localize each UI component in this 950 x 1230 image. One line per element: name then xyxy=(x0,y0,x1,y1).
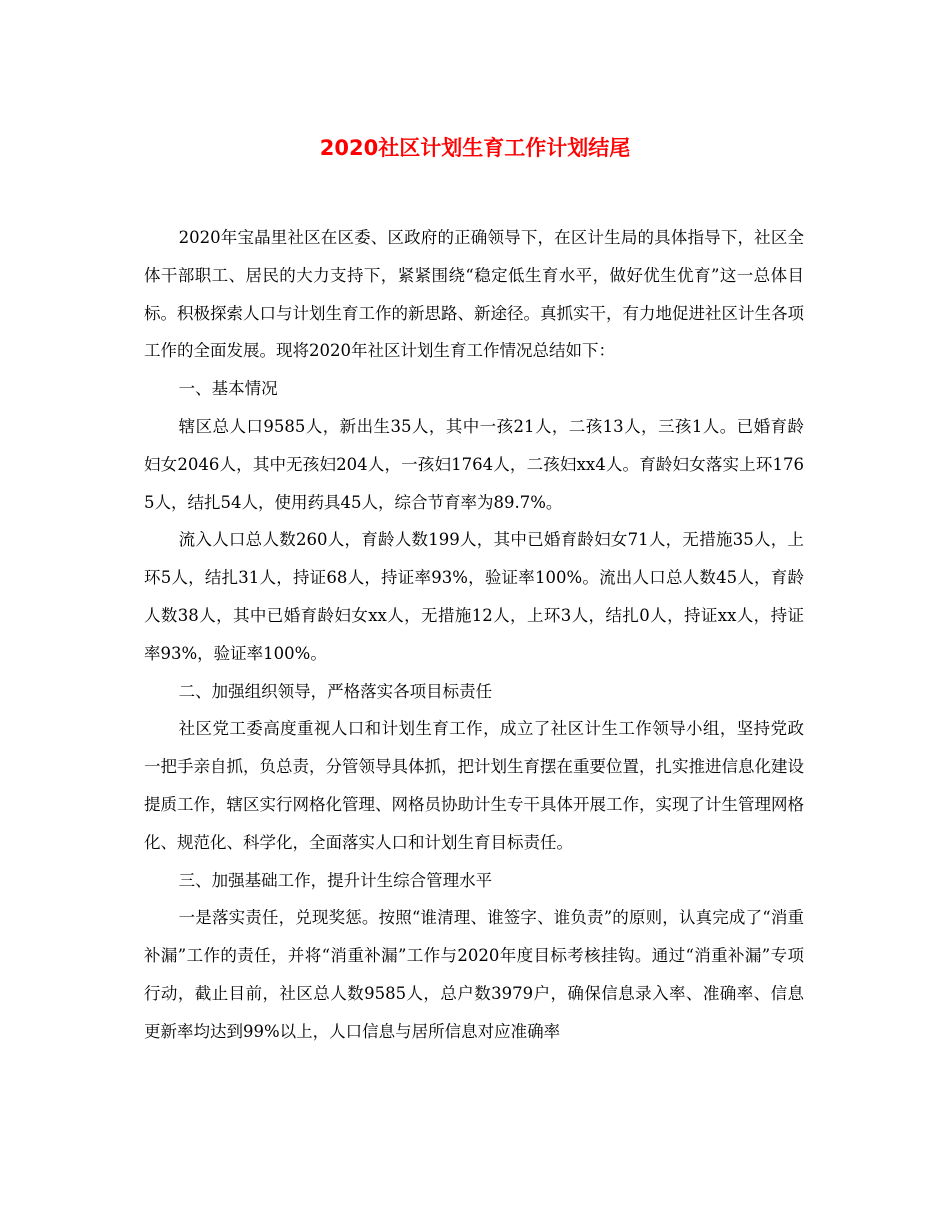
section-heading-organization: 二、加强组织领导，严格落实各项目标责任 xyxy=(178,681,493,701)
paragraph-population-stats: 辖区总人口9585人，新出生35人，其中一孩21人，二孩13人，三孩1人。已婚育龄妇女2046人，其中无孩妇204人，一孩妇1764人，二孩妇xx4人。育龄妇女落实上环1765人，结扎54人，使用药具45人，综合节育率为89.7%。 xyxy=(144,416,804,512)
document-title: 2020社区计划生育工作计划结尾 xyxy=(319,136,631,160)
document-body xyxy=(144,219,804,1051)
paragraph-floating-population: 流入人口总人数260人，育龄人数199人，其中已婚育龄妇女71人，无措施35人，上环5人，结扎31人，持证68人，持证率93%，验证率100%。流出人口总人数45人，育龄人数38人，其中已婚育龄妇女xx人，无措施12人，上环3人，结扎0人，持证xx人，持证率93%，验证率100%。 xyxy=(144,530,804,663)
paragraph-responsibility: 一是落实责任，兑现奖惩。按照“谁清理、谁签字、谁负责”的原则，认真完成了“消重补漏”工作的责任，并将“消重补漏”工作与2020年度目标考核挂钩。通过“消重补漏”专项行动，截止目前，社区总人数9585人，总户数3979户，确保信息录入率、准确率、信息更新率均达到99%以上，人口信息与居所信息对应准确率 xyxy=(144,908,804,1041)
paragraph-organization: 社区党工委高度重视人口和计划生育工作，成立了社区计生工作领导小组，坚持党政一把手亲自抓，负总责，分管领导具体抓，把计划生育摆在重要位置，扎实推进信息化建设提质工作，辖区实行网格化管理、网格员协助计生专干具体开展工作，实现了计生管理网格化、规范化、科学化，全面落实人口和计划生育目标责任。 xyxy=(144,719,804,852)
paragraph-intro: 2020年宝晶里社区在区委、区政府的正确领导下，在区计生局的具体指导下，社区全体干部职工、居民的大力支持下，紧紧围绕“稳定低生育水平，做好优生优育”这一总体目标。积极探索人口与计划生育工作的新思路、新途径。真抓实干，有力地促进社区计生各项工作的全面发展。现将2020年社区计划生育工作情况总结如下： xyxy=(144,228,804,361)
section-heading-basic-situation: 一、基本情况 xyxy=(178,379,278,399)
section-heading-foundation: 三、加强基础工作，提升计生综合管理水平 xyxy=(178,870,493,890)
